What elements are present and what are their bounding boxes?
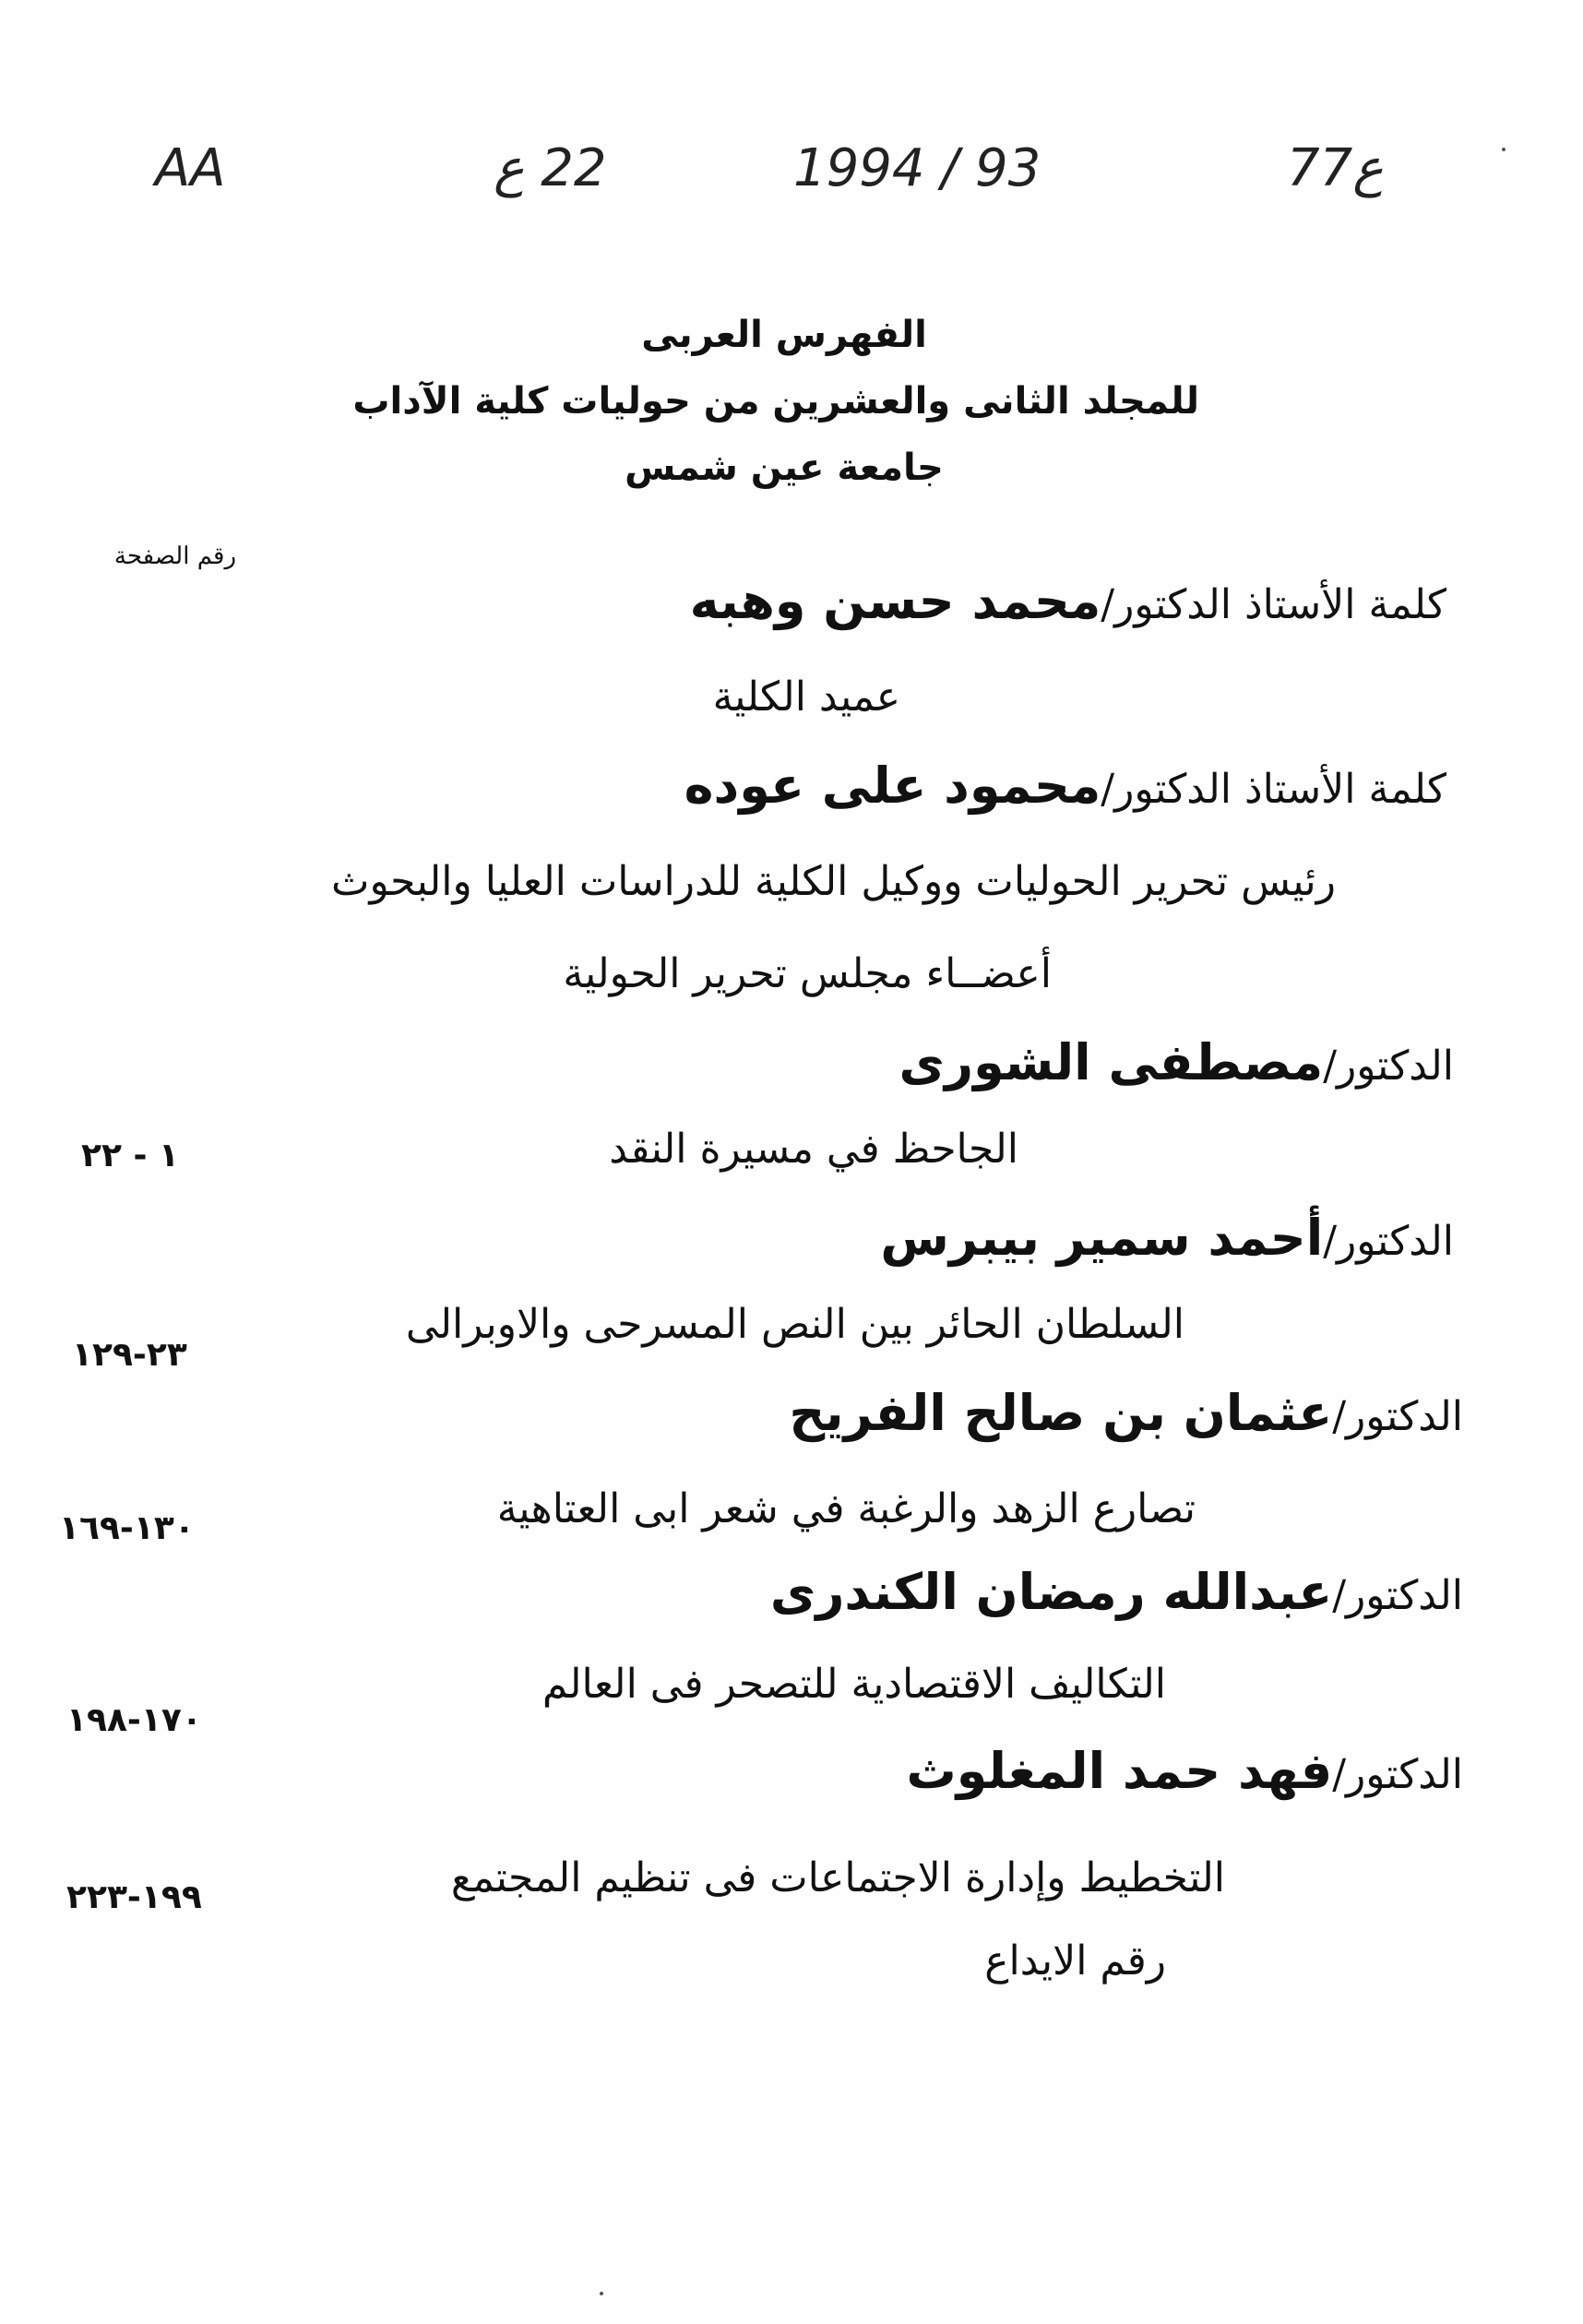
author-name: مصطفى الشورى xyxy=(899,1033,1324,1091)
author-prefix: الدكتور/ xyxy=(1332,1572,1463,1619)
article-title: الجاحظ في مسيرة النقد xyxy=(609,1126,1018,1173)
article-title: التخطيط وإدارة الاجتماعات فى تنظيم المجتمع xyxy=(450,1854,1225,1901)
page-range: ١٣٠-١٦٩ xyxy=(59,1509,195,1547)
author-line xyxy=(789,1384,1463,1442)
author-prefix: الدكتور/ xyxy=(1323,1043,1454,1090)
editor-role: رئيس تحرير الحوليات ووكيل الكلية للدراسات العليا والبحوث xyxy=(331,858,1336,905)
author-line xyxy=(880,1209,1454,1267)
page-range: ١ - ٢٢ xyxy=(81,1137,179,1174)
author-prefix: الدكتور/ xyxy=(1323,1218,1454,1265)
author-line xyxy=(770,1563,1463,1621)
author-line xyxy=(899,1033,1454,1091)
page-number-column-label: رقم الصفحة xyxy=(113,542,236,570)
author-name: فهد حمد المغلوث xyxy=(906,1742,1333,1800)
scan-speck xyxy=(1502,148,1506,151)
scan-speck xyxy=(600,2292,603,2295)
author-line xyxy=(906,1742,1463,1800)
author-name: عثمان بن صالح الفريح xyxy=(789,1384,1333,1442)
page-range: ١٩٩-٢٢٣ xyxy=(66,1878,202,1916)
article-title: السلطان الحائر بين النص المسرحى والاوبرالى xyxy=(405,1301,1184,1348)
index-title: الفهرس العربى xyxy=(641,314,927,356)
index-subtitle: للمجلد الثانى والعشرين من حوليات كلية الآداب xyxy=(352,380,1199,423)
author-name: أحمد سمير بيبرس xyxy=(880,1209,1324,1267)
author-prefix: الدكتور/ xyxy=(1332,1393,1463,1440)
handwritten-mark-right: ع77 xyxy=(1287,138,1384,198)
dean-role: عميد الكلية xyxy=(712,673,900,721)
page-range: ٢٣-١٢٩ xyxy=(72,1336,187,1374)
university-name: جامعة عين شمس xyxy=(625,447,944,489)
editor-statement-line xyxy=(684,757,1446,815)
editor-name: محمود على عوده xyxy=(684,757,1101,815)
dean-name: محمد حسن وهبه xyxy=(689,572,1101,630)
article-title: تصارع الزهد والرغبة في شعر ابى العتاهية xyxy=(496,1485,1196,1532)
author-name: عبدالله رمضان الكندرى xyxy=(769,1563,1333,1621)
handwritten-years: 1994 / 93 xyxy=(793,138,1041,198)
deposit-number-label: رقم الايداع xyxy=(984,1937,1166,1984)
editor-prefix: كلمة الأستاذ الدكتور/ xyxy=(1101,766,1446,813)
dean-statement-line xyxy=(690,572,1446,630)
handwritten-mark-left: AA xyxy=(155,138,226,198)
article-title: التكاليف الاقتصادية للتصحر فى العالم xyxy=(542,1661,1166,1708)
handwritten-issue-number: 22 ع xyxy=(494,138,607,198)
dean-prefix: كلمة الأستاذ الدكتور/ xyxy=(1101,581,1446,628)
editorial-board-heading: أعضــاء مجلس تحرير الحولية xyxy=(563,950,1052,997)
page-range: ١٧٠-١٩٨ xyxy=(66,1701,202,1739)
author-prefix: الدكتور/ xyxy=(1332,1751,1463,1798)
